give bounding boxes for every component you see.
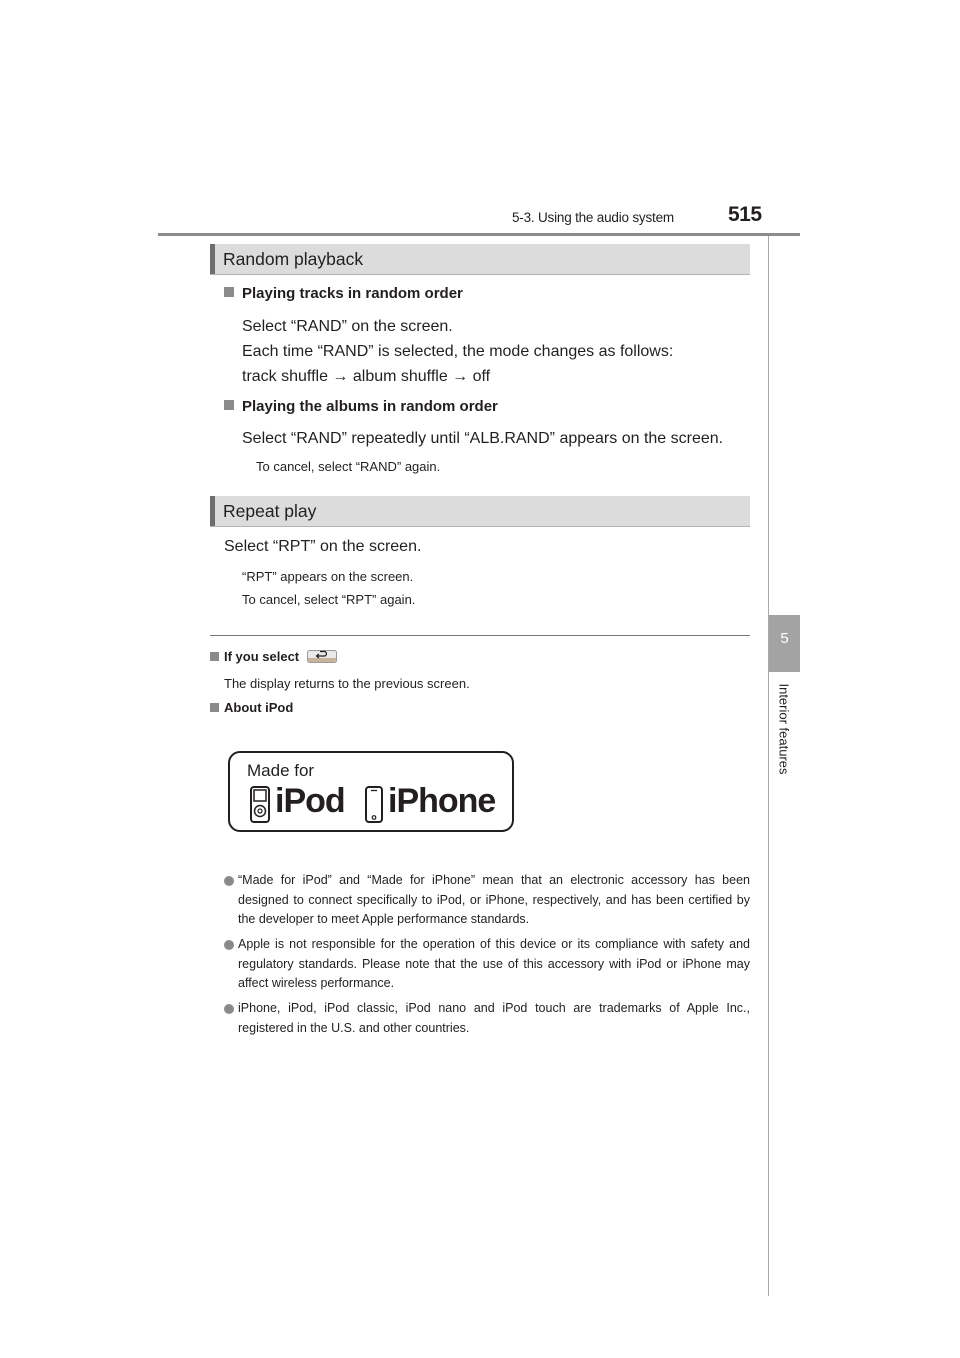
random-playback-bar [210,244,750,275]
text-line: track shuffle → album shuffle → off [242,368,491,385]
repeat-note-1: “RPT” appears on the screen. [242,569,414,584]
list-item: iPhone, iPod, iPod classic, iPod nano and iPod touch are trademarks of Apple Inc., registered in the U.S. and other countries. [224,999,750,1038]
repeat-note-2: To cancel, select “RPT” again. [242,592,416,607]
chapter-number: 5 [780,630,789,647]
bar-accent [210,496,215,526]
chapter-label: Interior features [776,683,792,775]
repeat-play-bar [210,496,750,527]
circle-bullet-icon [224,940,234,950]
logo-made-for: Made for [247,761,315,780]
page-number: 515 [728,203,762,226]
header-divider [158,233,800,236]
square-bullet-icon [224,400,234,410]
made-for-ipod-iphone-logo [228,751,514,832]
section-title: 5-3. Using the audio system [512,210,674,225]
repeat-play-text: Select “RPT” on the screen. [224,538,422,555]
random-albums-heading: Playing the albums in random order [224,398,498,415]
random-albums-text: Select “RAND” repeatedly until “ALB.RAND” appears on the screen. [242,430,724,447]
if-select-heading: If you select [210,649,337,666]
ipod-icon [250,786,270,823]
text-line: Each time “RAND” is selected, the mode changes as follows: [242,343,674,360]
random-tracks-heading: Playing tracks in random order [224,285,463,302]
back-button-icon [307,650,337,666]
logo-iphone: iPhone [388,782,496,820]
random-cancel-note: To cancel, select “RAND” again. [256,459,441,474]
list-item: Apple is not responsible for the operation of this device or its compliance with safety and regulatory standards. Please note that the use of this accessory with iPod or iPhone may affect wireless performance. [224,935,750,994]
iphone-icon [365,786,383,823]
random-playback-title: Random playback [223,249,364,269]
text-line: Select “RAND” on the screen. [242,318,453,335]
square-bullet-icon [210,703,219,712]
notes-divider [210,635,750,636]
circle-bullet-icon [224,1004,234,1014]
square-bullet-icon [210,652,219,661]
random-tracks-text [242,314,673,389]
square-bullet-icon [224,287,234,297]
if-select-text: The display returns to the previous screen. [224,676,470,691]
side-rule [768,236,769,1296]
bar-accent [210,244,215,274]
repeat-play-title: Repeat play [223,501,317,521]
list-item: “Made for iPod” and “Made for iPhone” mean that an electronic accessory has been designed to connect specifically to iPod, or iPhone, respectively, and has been certified by the developer to meet Apple performance standards. [224,871,750,930]
logo-ipod: iPod [275,782,345,820]
circle-bullet-icon [224,876,234,886]
about-ipod-heading: About iPod [210,700,293,715]
